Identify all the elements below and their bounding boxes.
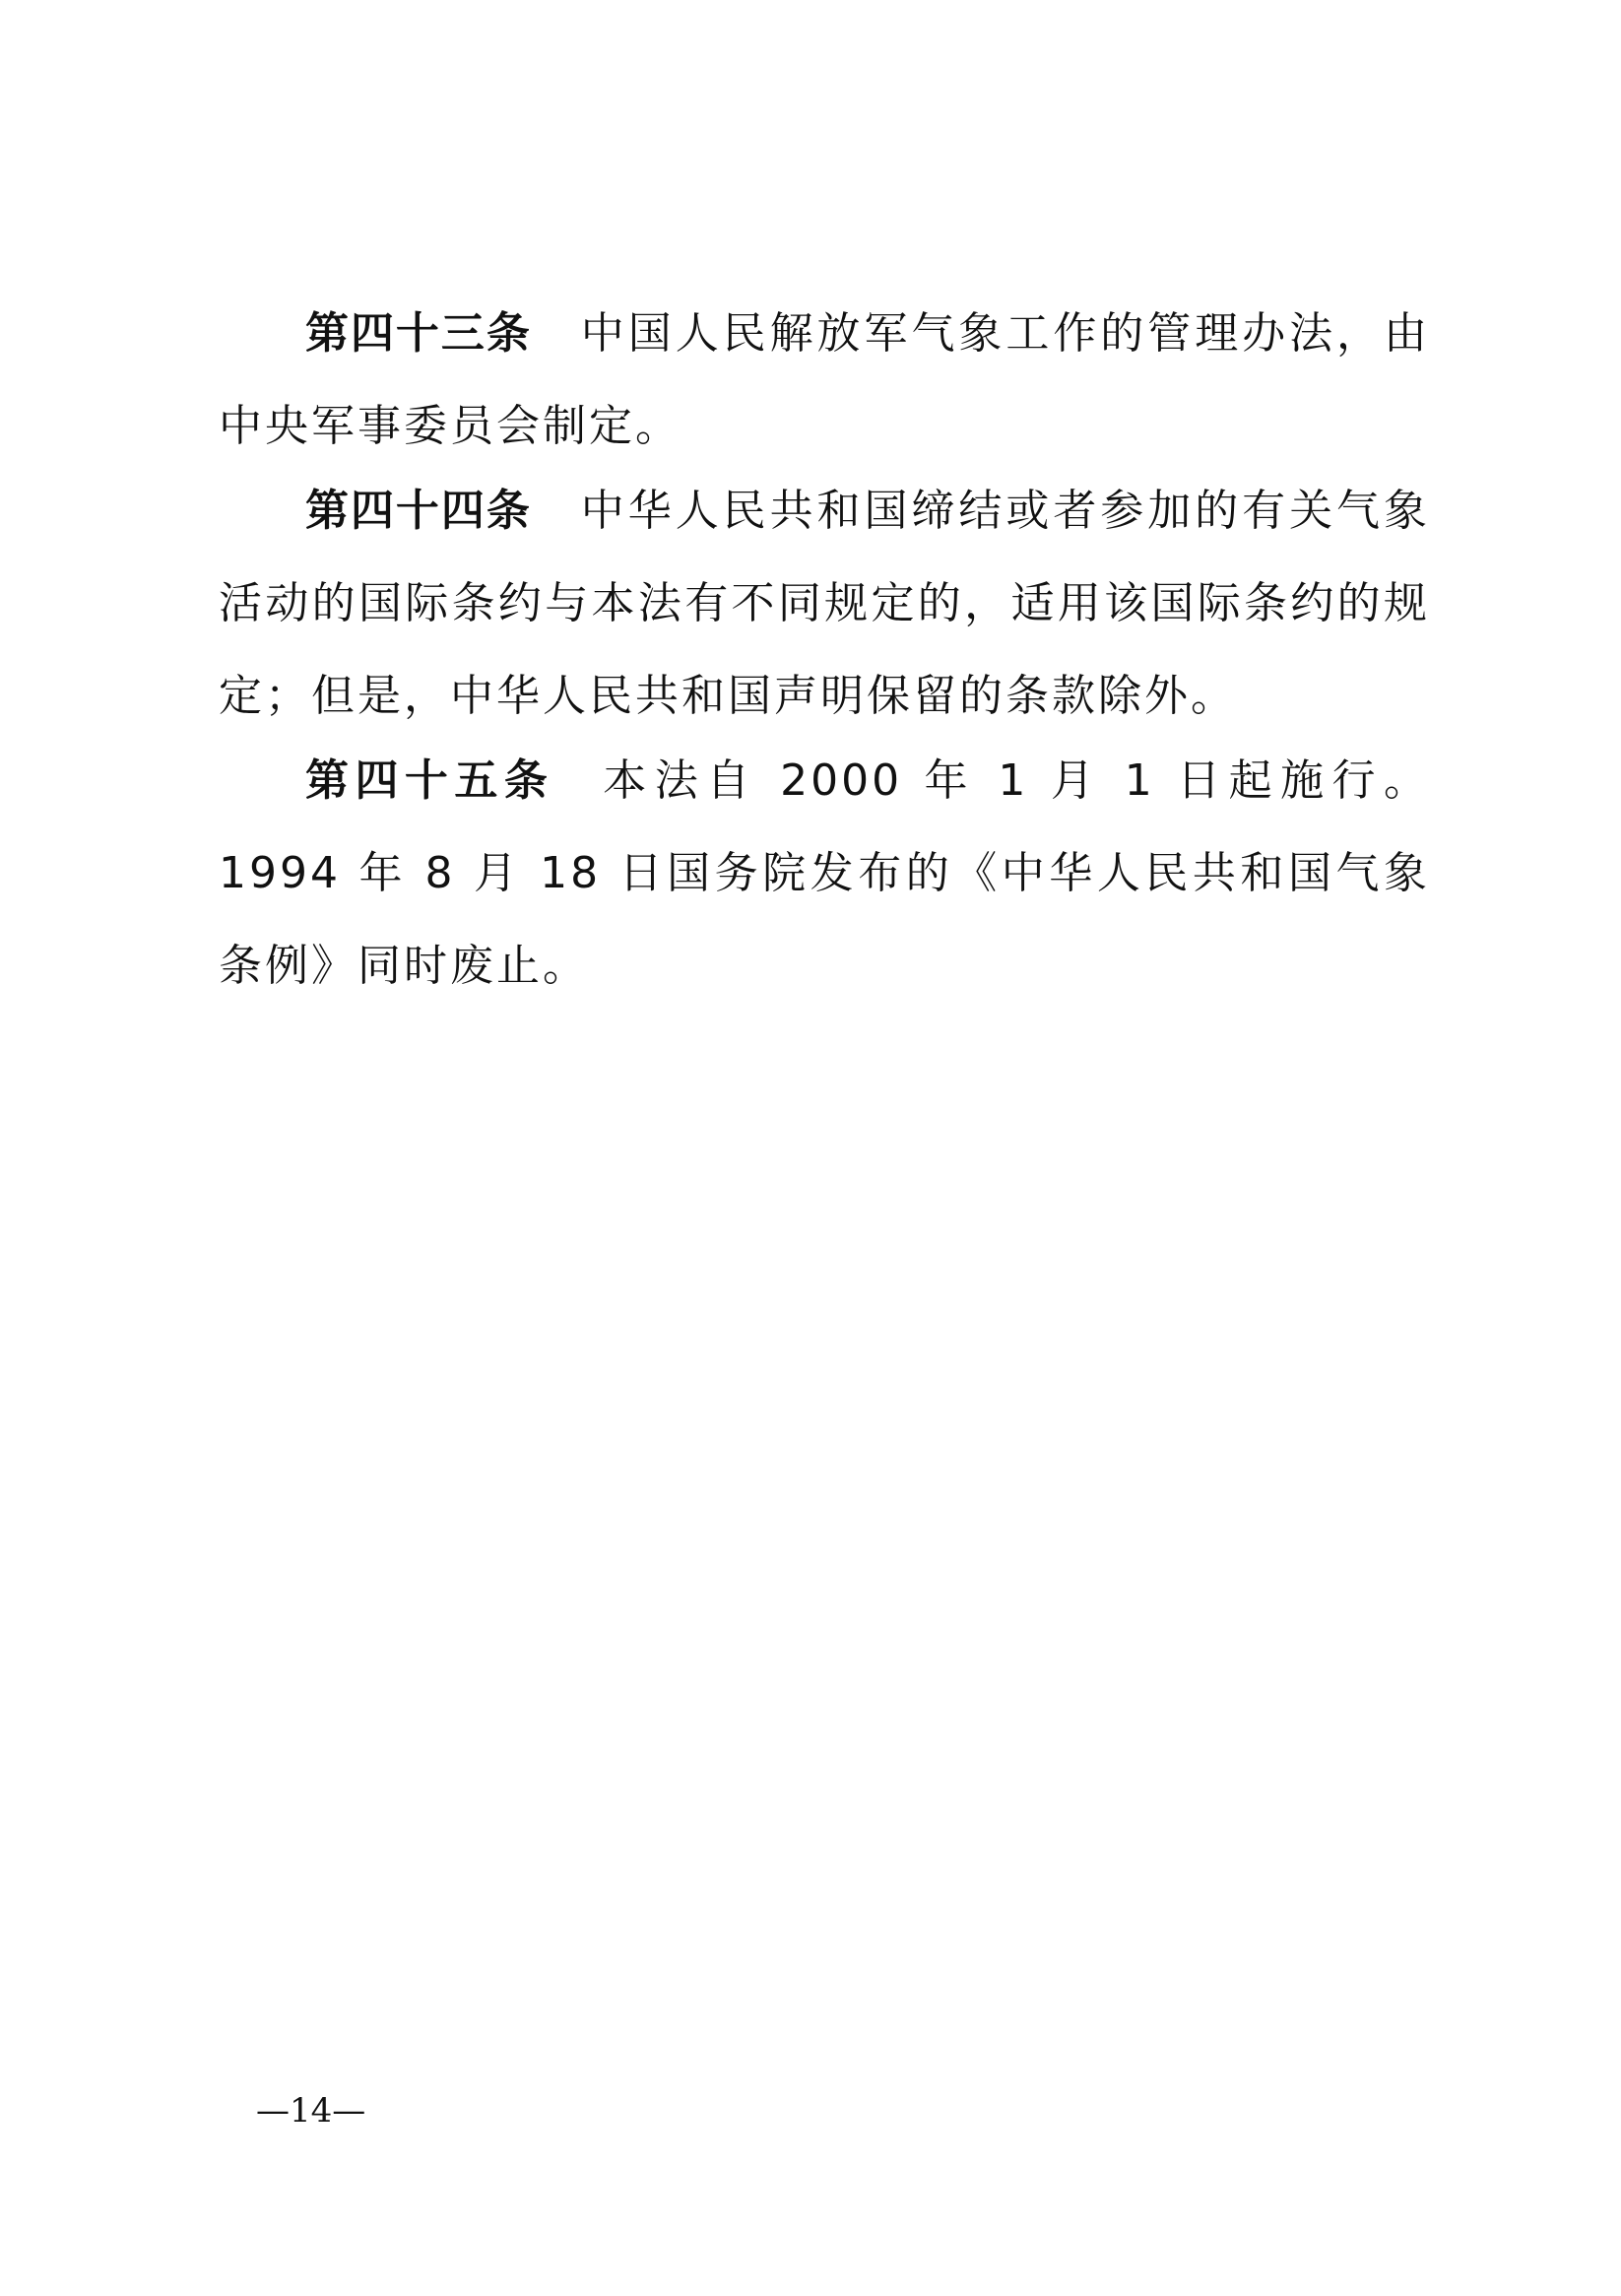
article-43 <box>219 288 1430 473</box>
article-number: 第四十四条 <box>305 486 532 536</box>
article-text: 本法自 2000 年 1 月 1 日起施行。1994 年 8 月 18 日国务院发布的《中华人民共和国气象条例》同时废止。 <box>219 755 1430 991</box>
article-text: 中华人民共和国缔结或者参加的有关气象活动的国际条约与本法有不同规定的，适用该国际条约的规定；但是，中华人民共和国声明保留的条款除外。 <box>219 486 1431 721</box>
page-number: —14— <box>256 2091 366 2131</box>
article-number: 第四十五条 <box>305 755 554 806</box>
article-number: 第四十三条 <box>305 308 532 359</box>
article-text: 中国人民解放军气象工作的管理办法，由中央军事委员会制定。 <box>219 308 1431 451</box>
article-45 <box>219 735 1430 1013</box>
article-44 <box>219 465 1430 743</box>
